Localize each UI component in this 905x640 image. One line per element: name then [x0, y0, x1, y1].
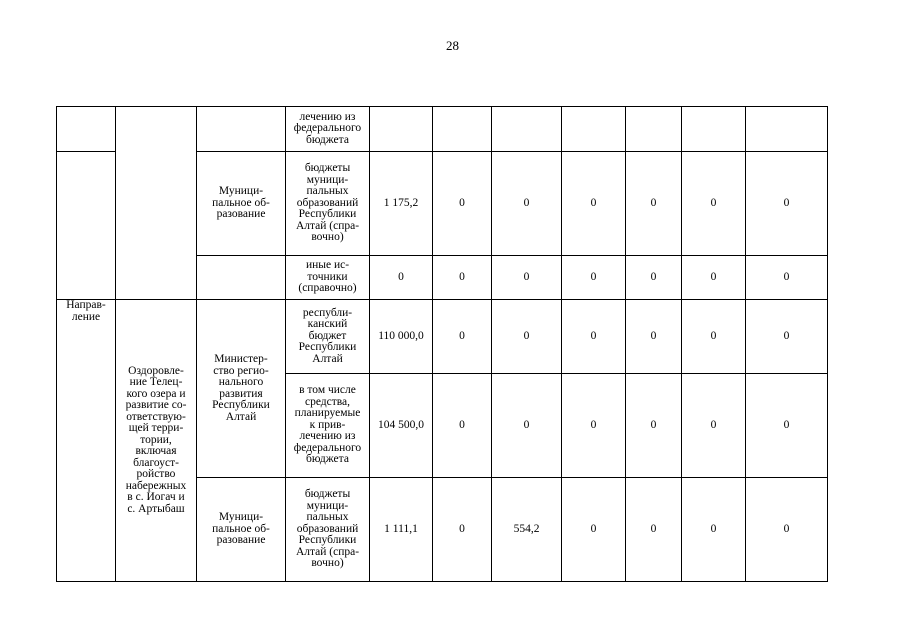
cell-empty: [57, 107, 116, 152]
cell-empty: [116, 107, 197, 300]
value-cell: 554,2: [492, 478, 562, 582]
value-cell: 0: [746, 256, 828, 300]
value-cell: [562, 107, 626, 152]
value-cell: 0: [626, 374, 682, 478]
value-cell: 110 000,0: [370, 300, 433, 374]
page-number: 28: [446, 38, 459, 53]
value-cell: [433, 107, 492, 152]
executor: Министер- ство регио- нального развития Республики Алтай: [197, 300, 286, 478]
funding-source: лечению из федерального бюджета: [286, 107, 370, 152]
value-cell: 0: [492, 374, 562, 478]
value-cell: 0: [433, 300, 492, 374]
funding-source: в том числе средства, планируемые к прив- лечению из федерального бюджета: [286, 374, 370, 478]
funding-source: бюджеты муници- пальных образований Республики Алтай (спра- вочно): [286, 478, 370, 582]
value-cell: 0: [746, 152, 828, 256]
value-cell: 0: [746, 300, 828, 374]
value-cell: 1 111,1: [370, 478, 433, 582]
value-cell: 0: [492, 152, 562, 256]
executor: Муници- пальное об- разование: [197, 478, 286, 582]
value-cell: 0: [562, 478, 626, 582]
project-name: Оздоровле- ние Телец- кого озера и развитие со- ответствую- щей терри- тории, включая благоуст- ройство набережных в с. Иогач и с. Артыбаш: [116, 300, 197, 582]
budget-table: [56, 106, 828, 582]
value-cell: 0: [433, 256, 492, 300]
value-cell: 1 175,2: [370, 152, 433, 256]
value-cell: 0: [562, 374, 626, 478]
cell-empty: [57, 152, 116, 300]
funding-source: бюджеты муници- пальных образований Республики Алтай (спра- вочно): [286, 152, 370, 256]
value-cell: 0: [562, 300, 626, 374]
value-cell: 0: [433, 152, 492, 256]
cell-empty: [197, 256, 286, 300]
value-cell: 0: [682, 152, 746, 256]
value-cell: 0: [626, 300, 682, 374]
cell-empty: [197, 107, 286, 152]
value-cell: 0: [746, 478, 828, 582]
value-cell: 0: [626, 152, 682, 256]
value-cell: 0: [370, 256, 433, 300]
value-cell: 0: [682, 374, 746, 478]
value-cell: 0: [682, 478, 746, 582]
value-cell: 0: [682, 256, 746, 300]
value-cell: [682, 107, 746, 152]
value-cell: 0: [626, 256, 682, 300]
value-cell: 0: [492, 256, 562, 300]
direction-label: Направ- ление: [57, 300, 116, 582]
funding-source: республи- канский бюджет Республики Алтай: [286, 300, 370, 374]
value-cell: 0: [682, 300, 746, 374]
value-cell: 104 500,0: [370, 374, 433, 478]
value-cell: 0: [433, 374, 492, 478]
table-row: [57, 107, 828, 152]
executor: Муници- пальное об- разование: [197, 152, 286, 256]
table-row: [57, 300, 828, 374]
value-cell: 0: [746, 374, 828, 478]
value-cell: 0: [433, 478, 492, 582]
value-cell: 0: [492, 300, 562, 374]
value-cell: 0: [562, 152, 626, 256]
funding-source: иные ис- точники (справочно): [286, 256, 370, 300]
value-cell: 0: [562, 256, 626, 300]
value-cell: [746, 107, 828, 152]
value-cell: 0: [626, 478, 682, 582]
value-cell: [492, 107, 562, 152]
value-cell: [626, 107, 682, 152]
value-cell: [370, 107, 433, 152]
